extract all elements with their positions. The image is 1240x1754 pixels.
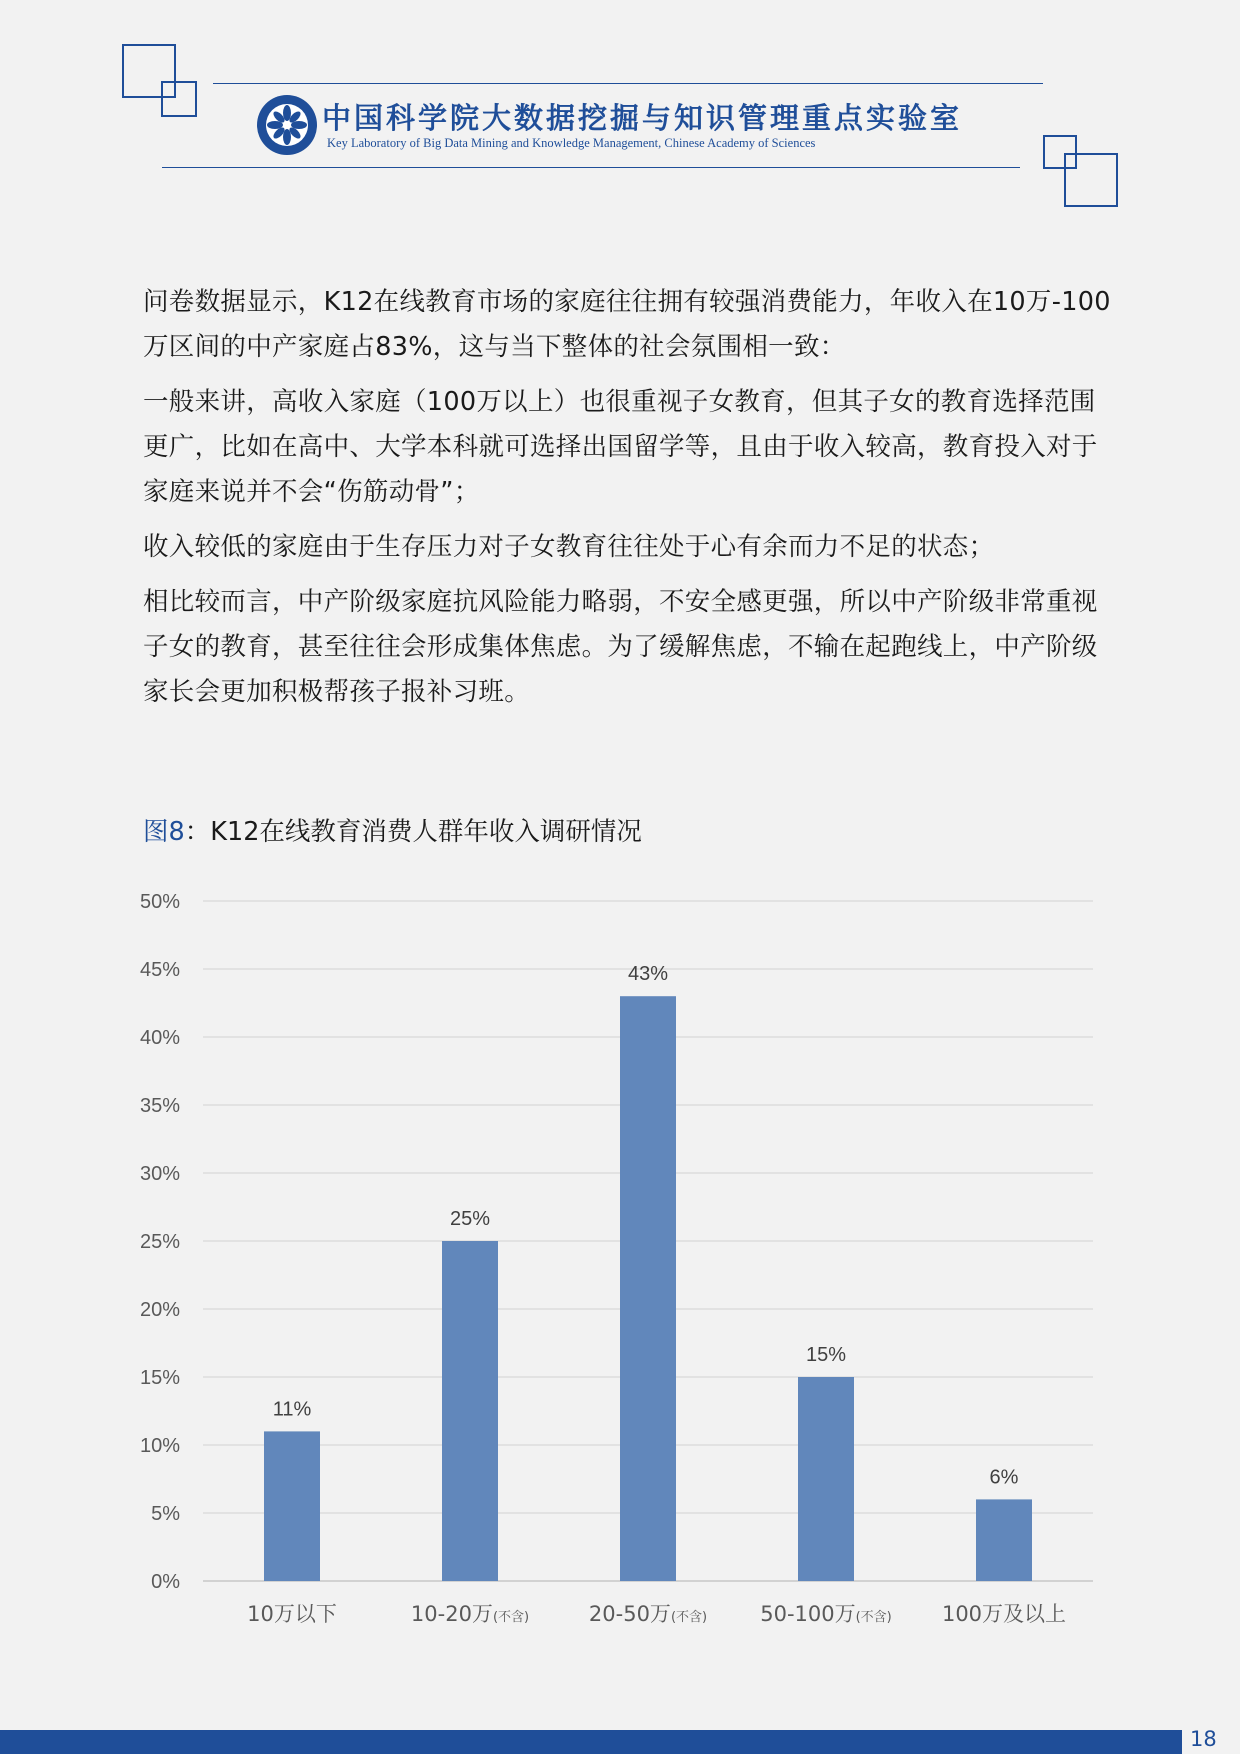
figure-number: 图8 (143, 817, 185, 847)
bar (976, 1499, 1032, 1581)
data-label: 43% (627, 963, 669, 986)
figure-title (143, 812, 642, 848)
x-tick-label-main: 20-50万 (588, 1602, 671, 1626)
paragraph-3: 收入较低的家庭由于生存压力对子女教育往往处于心有余而力不足的状态； (143, 532, 995, 562)
data-label: 11% (272, 1398, 312, 1421)
bar (798, 1377, 854, 1581)
figure-caption: K12在线教育消费人群年收入调研情况 (210, 817, 642, 847)
y-tick-label: 30% (139, 1163, 180, 1185)
data-label: 15% (805, 1344, 847, 1366)
data-label: 25% (449, 1208, 491, 1230)
x-tick-label (247, 1602, 337, 1626)
org-name-cn: 中国科学院大数据挖掘与知识管理重点实验室 (322, 101, 963, 135)
bar (620, 996, 676, 1581)
y-tick-label: 5% (151, 1503, 180, 1525)
bar (442, 1241, 498, 1581)
x-tick-label-note: (不含) (855, 1610, 892, 1625)
header-deco-square-2 (161, 81, 197, 117)
page-number: 18 (1190, 1727, 1217, 1751)
y-tick-label: 50% (139, 891, 180, 913)
body-text (143, 280, 1113, 725)
x-tick-label (760, 1602, 892, 1626)
header-deco-square-4 (1064, 153, 1118, 207)
y-tick-label: 10% (139, 1435, 180, 1457)
paragraph-2: 一般来讲，高收入家庭（100万以上）也很重视子女教育，但其子女的教育选择范围更广，比如在高中、大学本科就可选择出国留学等，且由于收入较高，教育投入对于家庭来说并不会“伤筋动骨”； (143, 387, 1098, 507)
header-rule-top (213, 83, 1043, 84)
x-tick-label (942, 1602, 1066, 1626)
paragraph-1: 问卷数据显示，K12在线教育市场的家庭往往拥有较强消费能力，年收入在10万-100万区间的中产家庭占83%，这与当下整体的社会氛围相一致： (143, 287, 1111, 362)
y-tick-label: 15% (139, 1367, 180, 1389)
header-rule-bottom (162, 167, 1020, 168)
x-tick-label (589, 1602, 707, 1626)
x-tick-label-main: 10万以下 (247, 1602, 337, 1626)
figure-separator: ： (184, 817, 211, 847)
y-tick-label: 45% (139, 959, 180, 981)
bar (264, 1431, 320, 1581)
x-tick-label-main: 50-100万 (760, 1602, 856, 1626)
paragraph-4: 相比较而言，中产阶级家庭抗风险能力略弱，不安全感更强，所以中产阶级非常重视子女的教育，甚至往往会形成集体焦虑。为了缓解焦虑，不输在起跑线上，中产阶级家长会更加积极帮孩子报补习班。 (143, 587, 1098, 707)
footer-bar (0, 1730, 1182, 1754)
x-tick-label-main: 100万及以上 (941, 1602, 1067, 1626)
x-tick-label (411, 1602, 529, 1626)
y-tick-label: 40% (139, 1027, 180, 1049)
x-tick-label-note: (不含) (492, 1610, 530, 1625)
y-tick-label: 35% (139, 1095, 180, 1117)
y-tick-label: 0% (151, 1571, 180, 1593)
x-tick-label-note: (不含) (670, 1610, 708, 1625)
y-tick-label: 20% (139, 1299, 180, 1321)
cas-logo (255, 93, 319, 157)
data-label: 6% (989, 1466, 1019, 1489)
x-tick-label-main: 10-20万 (410, 1602, 493, 1626)
y-tick-label: 25% (139, 1231, 180, 1253)
org-name-en: Key Laboratory of Big Data Mining and Knowledge Management, Chinese Academy of Sciences (327, 136, 816, 150)
